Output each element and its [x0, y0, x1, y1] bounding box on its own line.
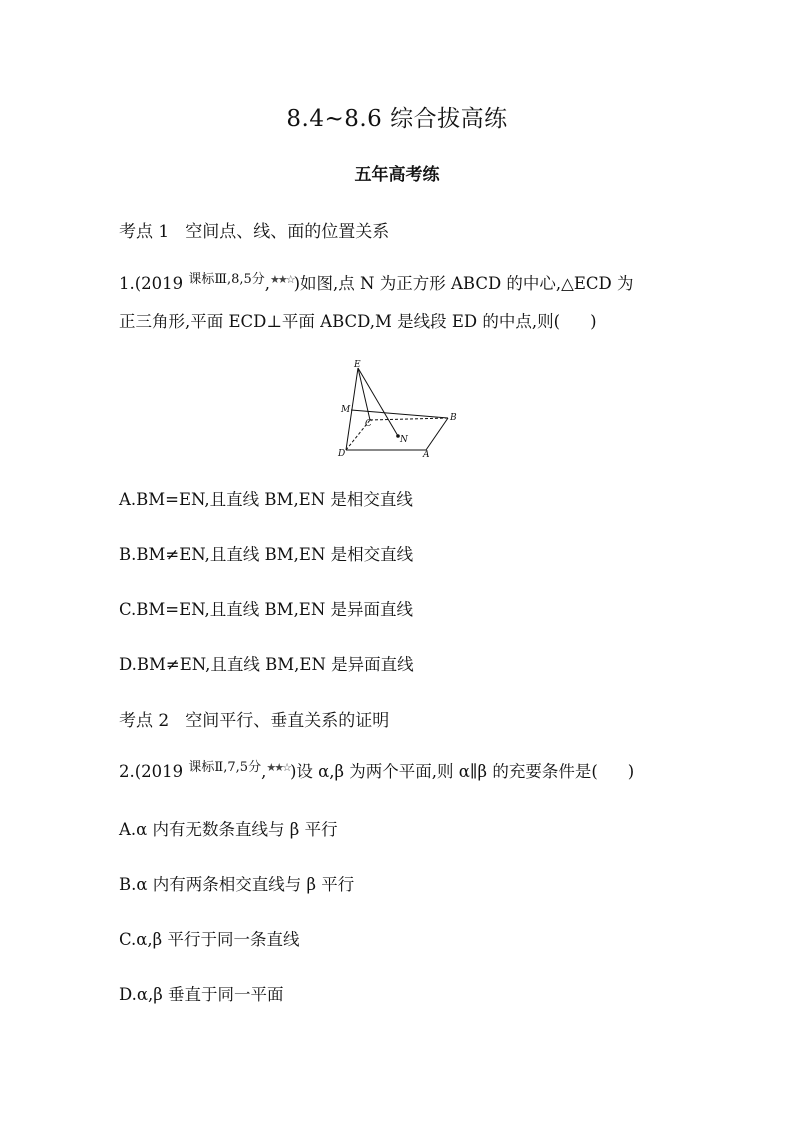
section-heading-2 [119, 706, 389, 731]
label-C: C [365, 419, 372, 429]
label-E: E [354, 360, 361, 370]
edge-EC [358, 368, 370, 420]
score-unit: 分 [251, 272, 265, 287]
section-number: 考点 2 [119, 711, 170, 731]
option-1a: A.BM=EN,且直线 BM,EN 是相交直线 [119, 490, 413, 509]
question-1-line-2: 正三角形,平面 ECD⊥平面 ABCD,M 是线段 ED 的中点,则( ) [119, 312, 597, 331]
source-label: 课标Ⅱ,7,5 [188, 760, 249, 775]
option-2a: A.α 内有无数条直线与 β 平行 [119, 820, 338, 839]
question-2-line-1: 2.(2019 $^{课标Ⅱ,7,5分}$,★★☆)设 α,β 为两个平面,则 α∥β 的充要条件是( ) [119, 760, 635, 781]
question-2 [119, 754, 679, 792]
section-number: 考点 1 [119, 222, 170, 242]
question-1-line-1: 1.(2019 $^{课标Ⅲ,8,5分}$,★★☆)如图,点 N 为正方形 ABCD 的中心,△ECD 为 [119, 272, 634, 293]
difficulty-stars-icon: ★★☆ [270, 273, 294, 286]
label-N: N [400, 435, 408, 445]
edge-CB [370, 418, 448, 420]
label-M: M [341, 405, 351, 415]
option-1b: B.BM≠EN,且直线 BM,EN 是相交直线 [119, 545, 414, 564]
source-label: 课标Ⅲ,8,5 [188, 272, 252, 287]
question-1 [119, 266, 679, 340]
option-2b: B.α 内有两条相交直线与 β 平行 [119, 875, 355, 894]
option-2d: D.α,β 垂直于同一平面 [119, 985, 284, 1004]
page-title: 8.4~8.6 综合拔高练 [286, 106, 508, 132]
segment-EN [358, 368, 398, 436]
label-D: D [338, 449, 346, 459]
score-unit: 分 [248, 760, 262, 775]
label-B: B [450, 413, 457, 423]
option-1c: C.BM=EN,且直线 BM,EN 是异面直线 [119, 600, 414, 619]
edge-AB [426, 418, 448, 450]
geometry-figure [330, 360, 470, 460]
option-1d: D.BM≠EN,且直线 BM,EN 是异面直线 [119, 655, 414, 674]
page-subtitle: 五年高考练 [354, 165, 440, 185]
section-heading-1 [119, 217, 389, 242]
label-A: A [423, 450, 430, 460]
difficulty-stars-icon: ★★☆ [266, 761, 290, 774]
segment-MB [351, 410, 448, 418]
option-2c: C.α,β 平行于同一条直线 [119, 930, 300, 949]
section-title: 空间平行、垂直关系的证明 [185, 711, 390, 731]
section-title: 空间点、线、面的位置关系 [185, 222, 390, 242]
